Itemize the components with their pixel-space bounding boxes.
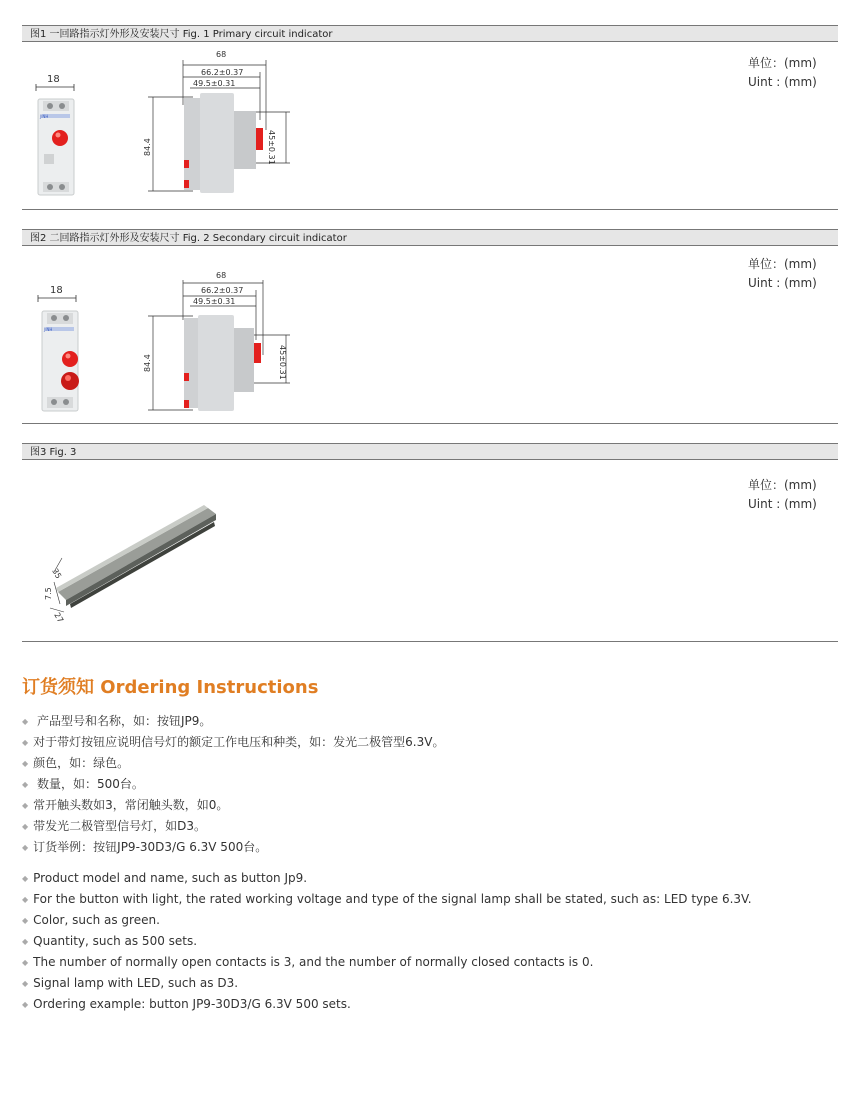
fig2-brand-mark: JINH (44, 327, 53, 332)
fig1-dim-d2: 49.5±0.31 (193, 79, 236, 88)
list-item: ◆ 对于带灯按钮应说明信号灯的额定工作电压和种类，如：发光二极管型6.3V。 (22, 735, 445, 749)
fig2-side-view (148, 280, 298, 415)
fig2-dim-width: 18 (50, 285, 63, 296)
bullet-icon: ◆ (22, 717, 29, 726)
fig1-unit-en: Uint : (mm) (748, 75, 817, 89)
fig3-caption-bar (22, 443, 838, 460)
bullet-icon: ◆ (22, 958, 29, 967)
fig1-dim-height: 84.4 (143, 138, 152, 156)
list-item: ◆ 颜色，如：绿色。 (22, 756, 130, 770)
bullet-icon: ◆ (22, 979, 29, 988)
fig2-bottom-rule (22, 423, 838, 424)
fig1-dim-width: 18 (47, 74, 60, 85)
fig2-caption-bar (22, 229, 838, 246)
list-item: ◆ 常开触头数如3，常闭触头数，如0。 (22, 798, 229, 812)
list-item: ◆ Signal lamp with LED, such as D3. (22, 976, 239, 990)
bullet-icon: ◆ (22, 738, 29, 747)
ordering-list-en (22, 868, 752, 1015)
fig2-dim-d2: 49.5±0.31 (193, 297, 236, 306)
ordering-list-cn (22, 711, 444, 858)
bullet-icon: ◆ (22, 822, 29, 831)
fig1-front-view (30, 84, 90, 199)
fig2-dim-h2: 45±0.31 (278, 345, 287, 380)
fig3-unit-cn: 单位：(mm) (748, 478, 817, 492)
fig1-caption-bar (22, 25, 838, 42)
bullet-icon: ◆ (22, 759, 29, 768)
fig2-unit-cn: 单位：(mm) (748, 257, 817, 271)
fig2-unit-en: Uint : (mm) (748, 276, 817, 290)
list-item: ◆ 产品型号和名称，如：按钮JP9。 (22, 714, 212, 728)
fig2-front-view (30, 295, 90, 415)
bullet-icon: ◆ (22, 916, 29, 925)
fig3-bottom-rule (22, 641, 838, 642)
fig1-dim-d1: 66.2±0.37 (201, 68, 244, 77)
bullet-icon: ◆ (22, 874, 29, 883)
bullet-icon: ◆ (22, 1000, 29, 1009)
list-item: ◆ For the button with light, the rated working voltage and type of the signal lamp shall be stated, such as: LED type 6.3V. (22, 892, 752, 906)
fig1-brand-mark: JINH (40, 114, 49, 119)
ordering-title: 订货须知 Ordering Instructions (22, 677, 319, 698)
fig1-side-view (148, 60, 298, 195)
fig1-bottom-rule (22, 209, 838, 210)
fig3-unit-en: Uint : (mm) (748, 497, 817, 511)
fig2-dim-total: 68 (216, 271, 227, 280)
fig1-caption: 图1 一回路指示灯外形及安装尺寸 Fig. 1 Primary circuit indicator (30, 29, 333, 40)
list-item: ◆ Quantity, such as 500 sets. (22, 934, 198, 948)
bullet-icon: ◆ (22, 937, 29, 946)
list-item: ◆ The number of normally open contacts is 3, and the number of normally closed contacts is 0. (22, 955, 594, 969)
list-item: ◆ 订货举例：按钮JP9-30D3/G 6.3V 500台。 (22, 840, 268, 854)
bullet-icon: ◆ (22, 780, 29, 789)
fig1-dim-total: 68 (216, 50, 227, 59)
bullet-icon: ◆ (22, 895, 29, 904)
list-item: ◆ Ordering example: button JP9-30D3/G 6.3V 500 sets. (22, 997, 351, 1011)
list-item: ◆ Color, such as green. (22, 913, 160, 927)
fig3-caption: 图3 Fig. 3 (30, 447, 77, 458)
fig2-dim-height: 84.4 (143, 354, 152, 372)
fig1-dim-h2: 45±0.31 (267, 130, 276, 165)
list-item: ◆ Product model and name, such as button Jp9. (22, 871, 308, 885)
fig2-dim-d1: 66.2±0.37 (201, 286, 244, 295)
fig3-dim-width: 35 (50, 567, 64, 581)
fig3-dim-base: 27 (52, 611, 66, 625)
bullet-icon: ◆ (22, 801, 29, 810)
list-item: ◆ 带发光二极管型信号灯，如D3。 (22, 819, 207, 833)
din-rail-image (40, 500, 225, 625)
fig2-caption: 图2 二回路指示灯外形及安装尺寸 Fig. 2 Secondary circuit indicator (30, 233, 347, 244)
list-item: ◆ 数量，如：500台。 (22, 777, 144, 791)
fig1-unit-cn: 单位：(mm) (748, 56, 817, 70)
fig3-dim-height: 7.5 (44, 587, 53, 600)
bullet-icon: ◆ (22, 843, 29, 852)
